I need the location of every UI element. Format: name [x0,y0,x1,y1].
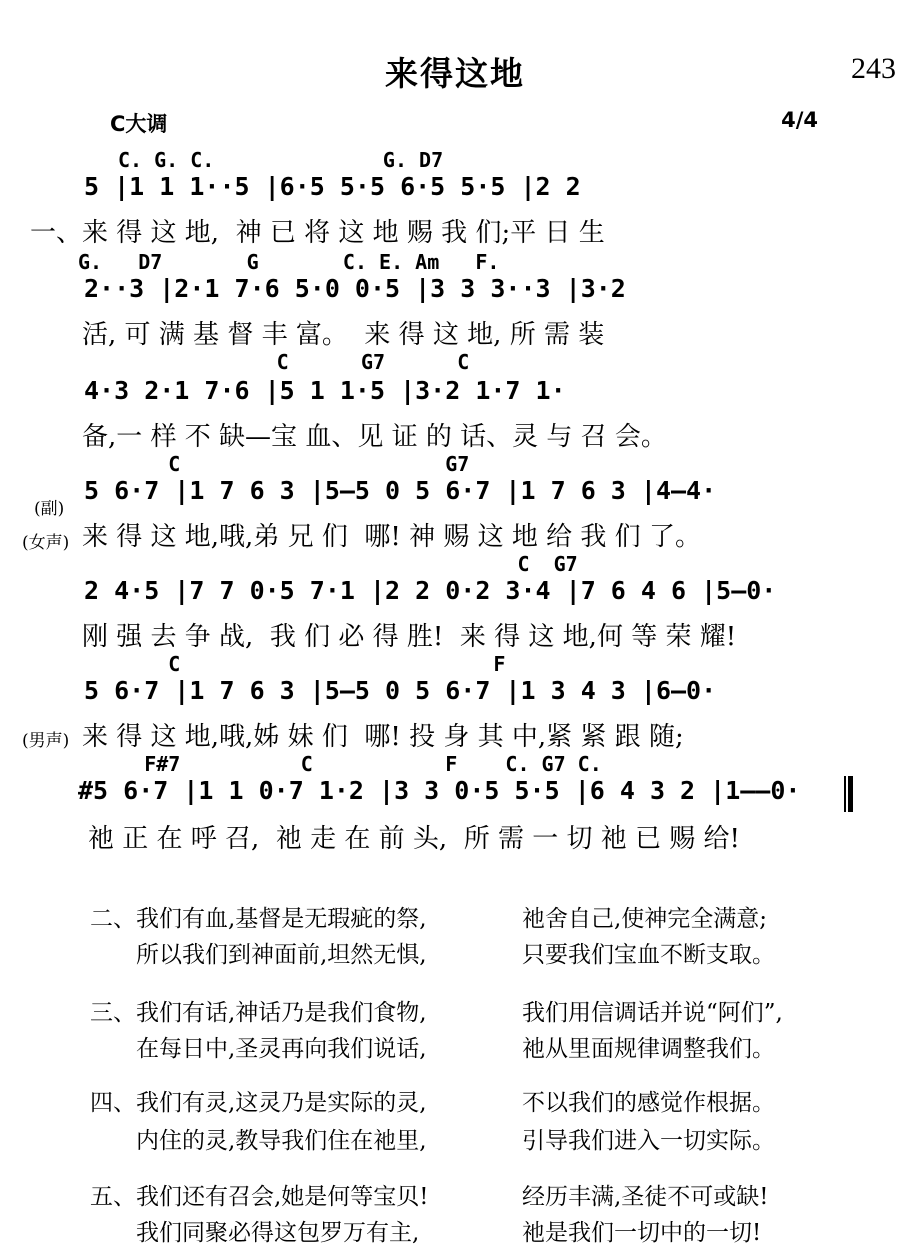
notes-line-2: 2··3 |2·1 7·6 5·0 0·5 |3 3 3··3 |3·2 [84,274,626,303]
notes-line-5: 2 4·5 |7 7 0·5 7·1 |2 2 0·2 3·4 |7 6 4 6 |5—0· [84,576,777,605]
lyrics-line-2: 活, 可 满 基 督 丰 富。 来 得 这 地, 所 需 装 [82,320,605,350]
verse-2-right-1: 祂舍自己,使神完全满意; [522,906,768,932]
verse-2-left-2: 所以我们到神面前,坦然无惧, [136,942,427,968]
verse-4-left-1: 四、我们有灵,这灵乃是实际的灵, [90,1090,427,1116]
notes-line-3: 4·3 2·1 7·6 |5 1 1·5 |3·2 1·7 1· [84,376,566,405]
verse-5-left-2: 我们同聚必得这包罗万有主, [136,1220,420,1246]
notes-line-1: 5 |1 1 1··5 |6·5 5·5 6·5 5·5 |2 2 [84,172,581,201]
lyrics-line-6: 来 得 这 地,哦,姊 妹 们 哪! 投 身 其 中,紧 紧 跟 随; [82,722,684,752]
verse-2-right-2: 只要我们宝血不断支取。 [522,942,775,968]
notes-line-6: 5 6·7 |1 7 6 3 |5—5 0 5 6·7 |1 3 4 3 |6—0· [84,676,717,705]
verse-4-right-2: 引导我们进入一切实际。 [522,1128,775,1154]
chorus-label: (副) [34,499,65,519]
verse-3-right-1: 我们用信调话并说“阿们”, [522,1000,783,1026]
verse-5-right-2: 祂是我们一切中的一切! [522,1220,762,1246]
verse-5-right-1: 经历丰满,圣徒不可或缺! [522,1184,769,1210]
lyrics-line-1: 一、来 得 这 地, 神 已 将 这 地 赐 我 们;平 日 生 [30,218,605,248]
notes-line-4: 5 6·7 |1 7 6 3 |5—5 0 5 6·7 |1 7 6 3 |4—4· [84,476,717,505]
verse-3-left-1: 三、我们有话,神话乃是我们食物, [90,1000,427,1026]
verse-4-right-1: 不以我们的感觉作根据。 [522,1090,775,1116]
chord-line-6: C F [84,652,506,676]
verse-3-left-2: 在每日中,圣灵再向我们说话, [136,1036,427,1062]
male-voice-label: (男声) [22,731,70,751]
chord-line-7: F#7 C F C. G7 C. [84,752,602,776]
verse-2-left-1: 二、我们有血,基督是无瑕疵的祭, [90,906,427,932]
notes-line-7: #5 6·7 |1 1 0·7 1·2 |3 3 0·5 5·5 |6 4 3 2 |1——0· [78,776,801,805]
lyrics-line-7: 祂 正 在 呼 召, 祂 走 在 前 头, 所 需 一 切 祂 已 赐 给! [88,824,741,854]
final-barline [844,776,853,812]
chord-line-4: C G7 [84,452,470,476]
verse-5-left-1: 五、我们还有召会,她是何等宝贝! [90,1184,429,1210]
song-title: 来得这地 [385,54,525,93]
verse-4-left-2: 内住的灵,教导我们住在祂里, [136,1128,427,1154]
time-signature: 4/4 [781,108,818,132]
chord-line-2: G. D7 G C. E. Am F. [78,250,500,274]
chord-line-5: C G7 [84,552,578,576]
lyrics-line-3: 备,一 样 不 缺—宝 血、见 证 的 话、灵 与 召 会。 [82,422,667,452]
chord-line-1: C. G. C. G. D7 [118,148,444,172]
lyrics-line-4: 来 得 这 地,哦,弟 兄 们 哪! 神 赐 这 地 给 我 们 了。 [82,522,701,552]
lyrics-line-5: 刚 强 去 争 战, 我 们 必 得 胜! 来 得 这 地,何 等 荣 耀! [82,622,737,652]
key-signature: C大调 [110,112,168,136]
verse-3-right-2: 祂从里面规律调整我们。 [522,1036,775,1062]
chord-line-3: C G7 C [84,350,470,374]
page-number: 243 [851,52,896,85]
female-voice-label: (女声) [22,533,70,553]
